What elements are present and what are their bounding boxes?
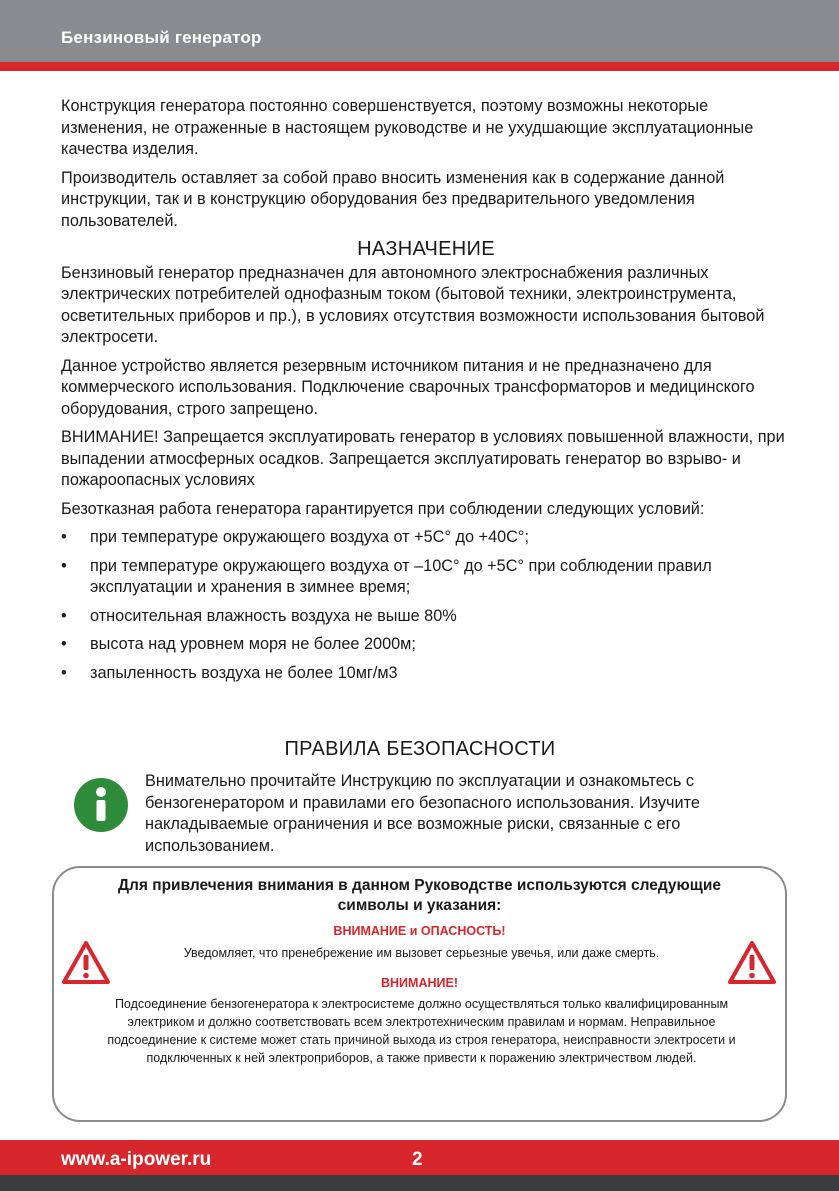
intro-paragraph: Производитель оставляет за собой право вносить изменения как в содержание данной инструкции, так и в конструкцию оборудования без предварительного уведомления пользователей. [61,168,725,230]
notice-title [54,876,785,916]
notice-box [52,866,787,1122]
list-item: • запыленность воздуха не более 10мг/м3 [61,663,791,685]
purpose-heading: НАЗНАЧЕНИЕ [357,238,495,260]
purpose-paragraph: Данное устройство является резервным источником питания и не предназначено для коммерческого использования. Подключение сварочных трансформаторов и медицинского оборудования, строго запрещено. [61,356,755,418]
list-item: • при температуре окружающего воздуха от +5С° до +40С°; [61,527,791,549]
purpose-paragraph: Бензиновый генератор предназначен для автономного электроснабжения различных электрических потребителей однофазным током (бытовой техники, электроинструмента, осветительных приборов и пр.), в условиях отсутствия возможности использования бытовой электросети. [61,263,765,346]
list-item: • относительная влажность воздуха не выше 80% [61,606,791,628]
main-content [61,96,791,691]
list-item: • при температуре окружающего воздуха от –10С° до +5С° при соблюдении правил эксплуатации и хранения в зимнее время; [61,556,791,599]
safety-heading: ПРАВИЛА БЕЗОПАСНОСТИ [284,738,556,760]
page-number: 2 [412,1149,423,1170]
conditions-paragraph: Безотказная работа генератора гарантируется при соблюдении следующих условий: [61,499,705,518]
warning-title: ВНИМАНИЕ! [381,976,458,990]
header-title: Бензиновый генератор [61,28,262,47]
attention-paragraph: ВНИМАНИЕ! Запрещается эксплуатировать генератор в условиях повышенной влажности, при выпадении атмосферных осадков. Запрещается эксплуатировать генератор во взрыво- и пожароопасных условиях [61,428,785,489]
footer-bottom-bar [0,1175,839,1191]
danger-text: Уведомляет, что пренебрежение им вызовет серьезные увечья, или даже смерть. [183,946,660,960]
list-item: • высота над уровнем моря не более 2000м; [61,634,791,656]
footer-url: www.a-ipower.ru [61,1149,212,1170]
warning-text: Подсоединение бензогенератора к электросистеме должно осуществляться только квалифицированным электриком и должно соответствовать всем электротехническим правилам и нормам. Неправильное подсоединение к системе может стать причиной выхода из строя генератора, неисправности электросети и подключенных к ней электроприборов, а также привести к поражению электричеством людей. [107,997,736,1065]
info-icon [74,778,128,832]
conditions-list [61,527,791,684]
header-accent-stripe [0,62,839,71]
intro-paragraph: Конструкция генератора постоянно совершенствуется, поэтому возможны некоторые изменения, не отраженные в настоящем руководстве и не ухудшающие эксплуатационные качества изделия. [61,97,754,158]
notice-title-text: Для привлечения внимания в данном Руководстве используются следующие символы и указания: [117,877,722,914]
danger-title: ВНИМАНИЕ и ОПАСНОСТЬ! [333,924,506,938]
safety-info-text: Внимательно прочитайте Инструкцию по эксплуатации и ознакомьтесь с бензогенератором и правилами его безопасного использования. Изучите накладываемые ограничения и все возможные риски, связанные с его использованием. [145,772,700,855]
page-header [0,0,839,62]
